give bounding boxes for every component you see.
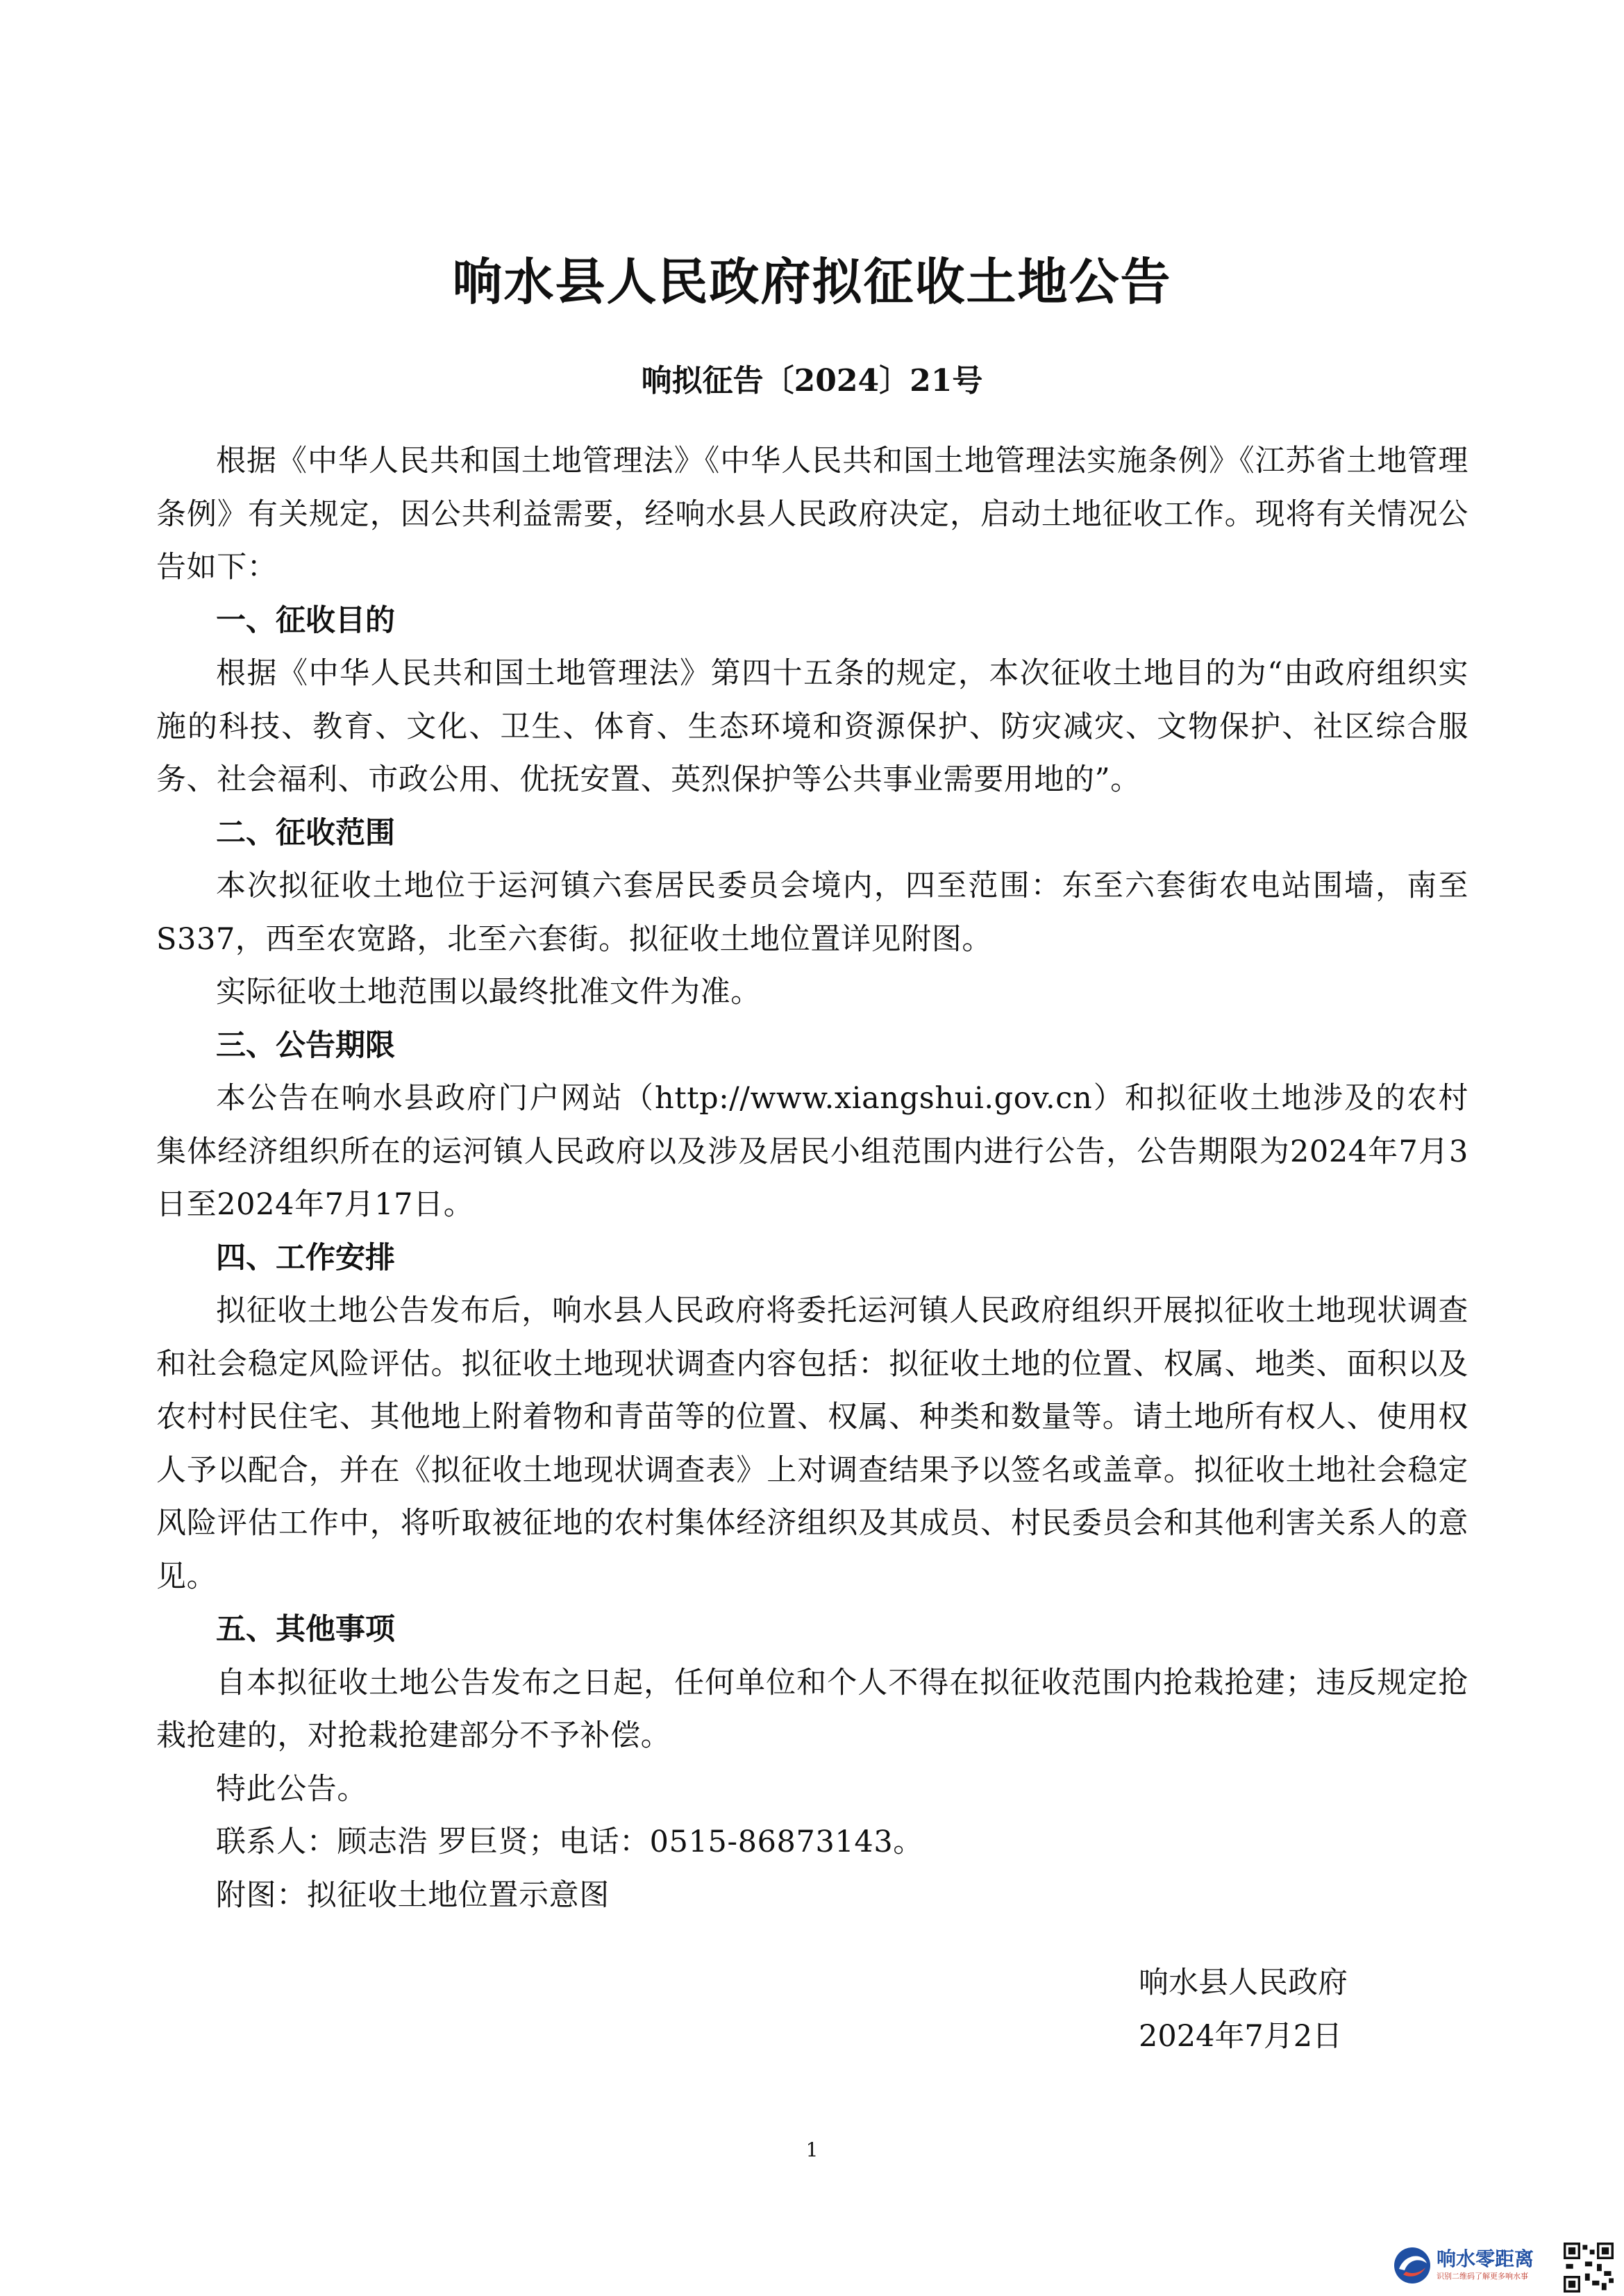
logo-subtext: 识别二维码了解更多响水事 — [1437, 2272, 1528, 2281]
contact-line: 联系人：顾志浩 罗巨贤；电话：0515-86873143。 — [216, 1825, 923, 1859]
page-number: 1 — [805, 2138, 819, 2161]
page-title: 响水县人民政府拟征收土地公告 — [452, 253, 1172, 311]
signature-date: 2024年7月2日 — [1139, 2019, 1343, 2054]
document-number: 响拟征告〔2024〕21号 — [641, 363, 983, 399]
logo-text: 响水零距离 — [1437, 2247, 1534, 2270]
paragraph: 根据《中华人民共和国土地管理法》第四十五条的规定，本次征收土地目的为“由政府组织实施的科技、教育、文化、卫生、体育、生态环境和资源保护、防灾减灾、文物保护、社区综合服务、社会福利、市政公用、优抚安置、英烈保护等公共事业需要用地的”。 — [156, 656, 1468, 797]
paragraph: 实际征收土地范围以最终批准文件为准。 — [216, 975, 761, 1009]
signature-organization: 响水县人民政府 — [1139, 1966, 1348, 2000]
swirl-logo-icon — [1392, 2245, 1432, 2286]
section-heading-arrangement: 四、工作安排 — [216, 1240, 395, 1275]
section-heading-period: 三、公告期限 — [216, 1028, 395, 1063]
paragraph: 自本拟征收土地公告发布之日起，任何单位和个人不得在拟征收范围内抢栽抢建；违反规定抢栽抢建的，对抢栽抢建部分不予补偿。 — [156, 1665, 1468, 1753]
intro-paragraph: 根据《中华人民共和国土地管理法》《中华人民共和国土地管理法实施条例》《江苏省土地管理条例》有关规定，因公共利益需要，经响水县人民政府决定，启动土地征收工作。现将有关情况公告如下： — [156, 444, 1468, 585]
section-heading-scope: 二、征收范围 — [216, 815, 395, 850]
document-body — [156, 435, 1468, 1922]
footer-logo — [1392, 2243, 1552, 2288]
paragraph: 本次拟征收土地位于运河镇六套居民委员会境内，四至范围：东至六套街农电站围墙，南至S337，西至农宽路，北至六套街。拟征收土地位置详见附图。 — [156, 869, 1468, 957]
section-heading-other: 五、其他事项 — [216, 1612, 395, 1647]
section-heading-purpose: 一、征收目的 — [216, 603, 395, 638]
paragraph: 拟征收土地公告发布后，响水县人民政府将委托运河镇人民政府组织开展拟征收土地现状调查和社会稳定风险评估。拟征收土地现状调查内容包括：拟征收土地的位置、权属、地类、面积以及农村村民住宅、其他地上附着物和青苗等的位置、权属、种类和数量等。请土地所有权人、使用权人予以配合，并在《拟征收土地现状调查表》上对调查结果予以签名或盖章。拟征收土地社会稳定风险评估工作中，将听取被征地的农村集体经济组织及其成员、村民委员会和其他利害关系人的意见。 — [156, 1293, 1468, 1594]
paragraph: 本公告在响水县政府门户网站（http://www.xiangshui.gov.cn）和拟征收土地涉及的农村集体经济组织所在的运河镇人民政府以及涉及居民小组范围内进行公告，公告期限为2024年7月3日至2024年7月17日。 — [156, 1081, 1468, 1222]
attachment-line: 附图：拟征收土地位置示意图 — [216, 1877, 610, 1913]
closing-line: 特此公告。 — [216, 1771, 367, 1807]
qr-code-icon — [1564, 2243, 1614, 2293]
